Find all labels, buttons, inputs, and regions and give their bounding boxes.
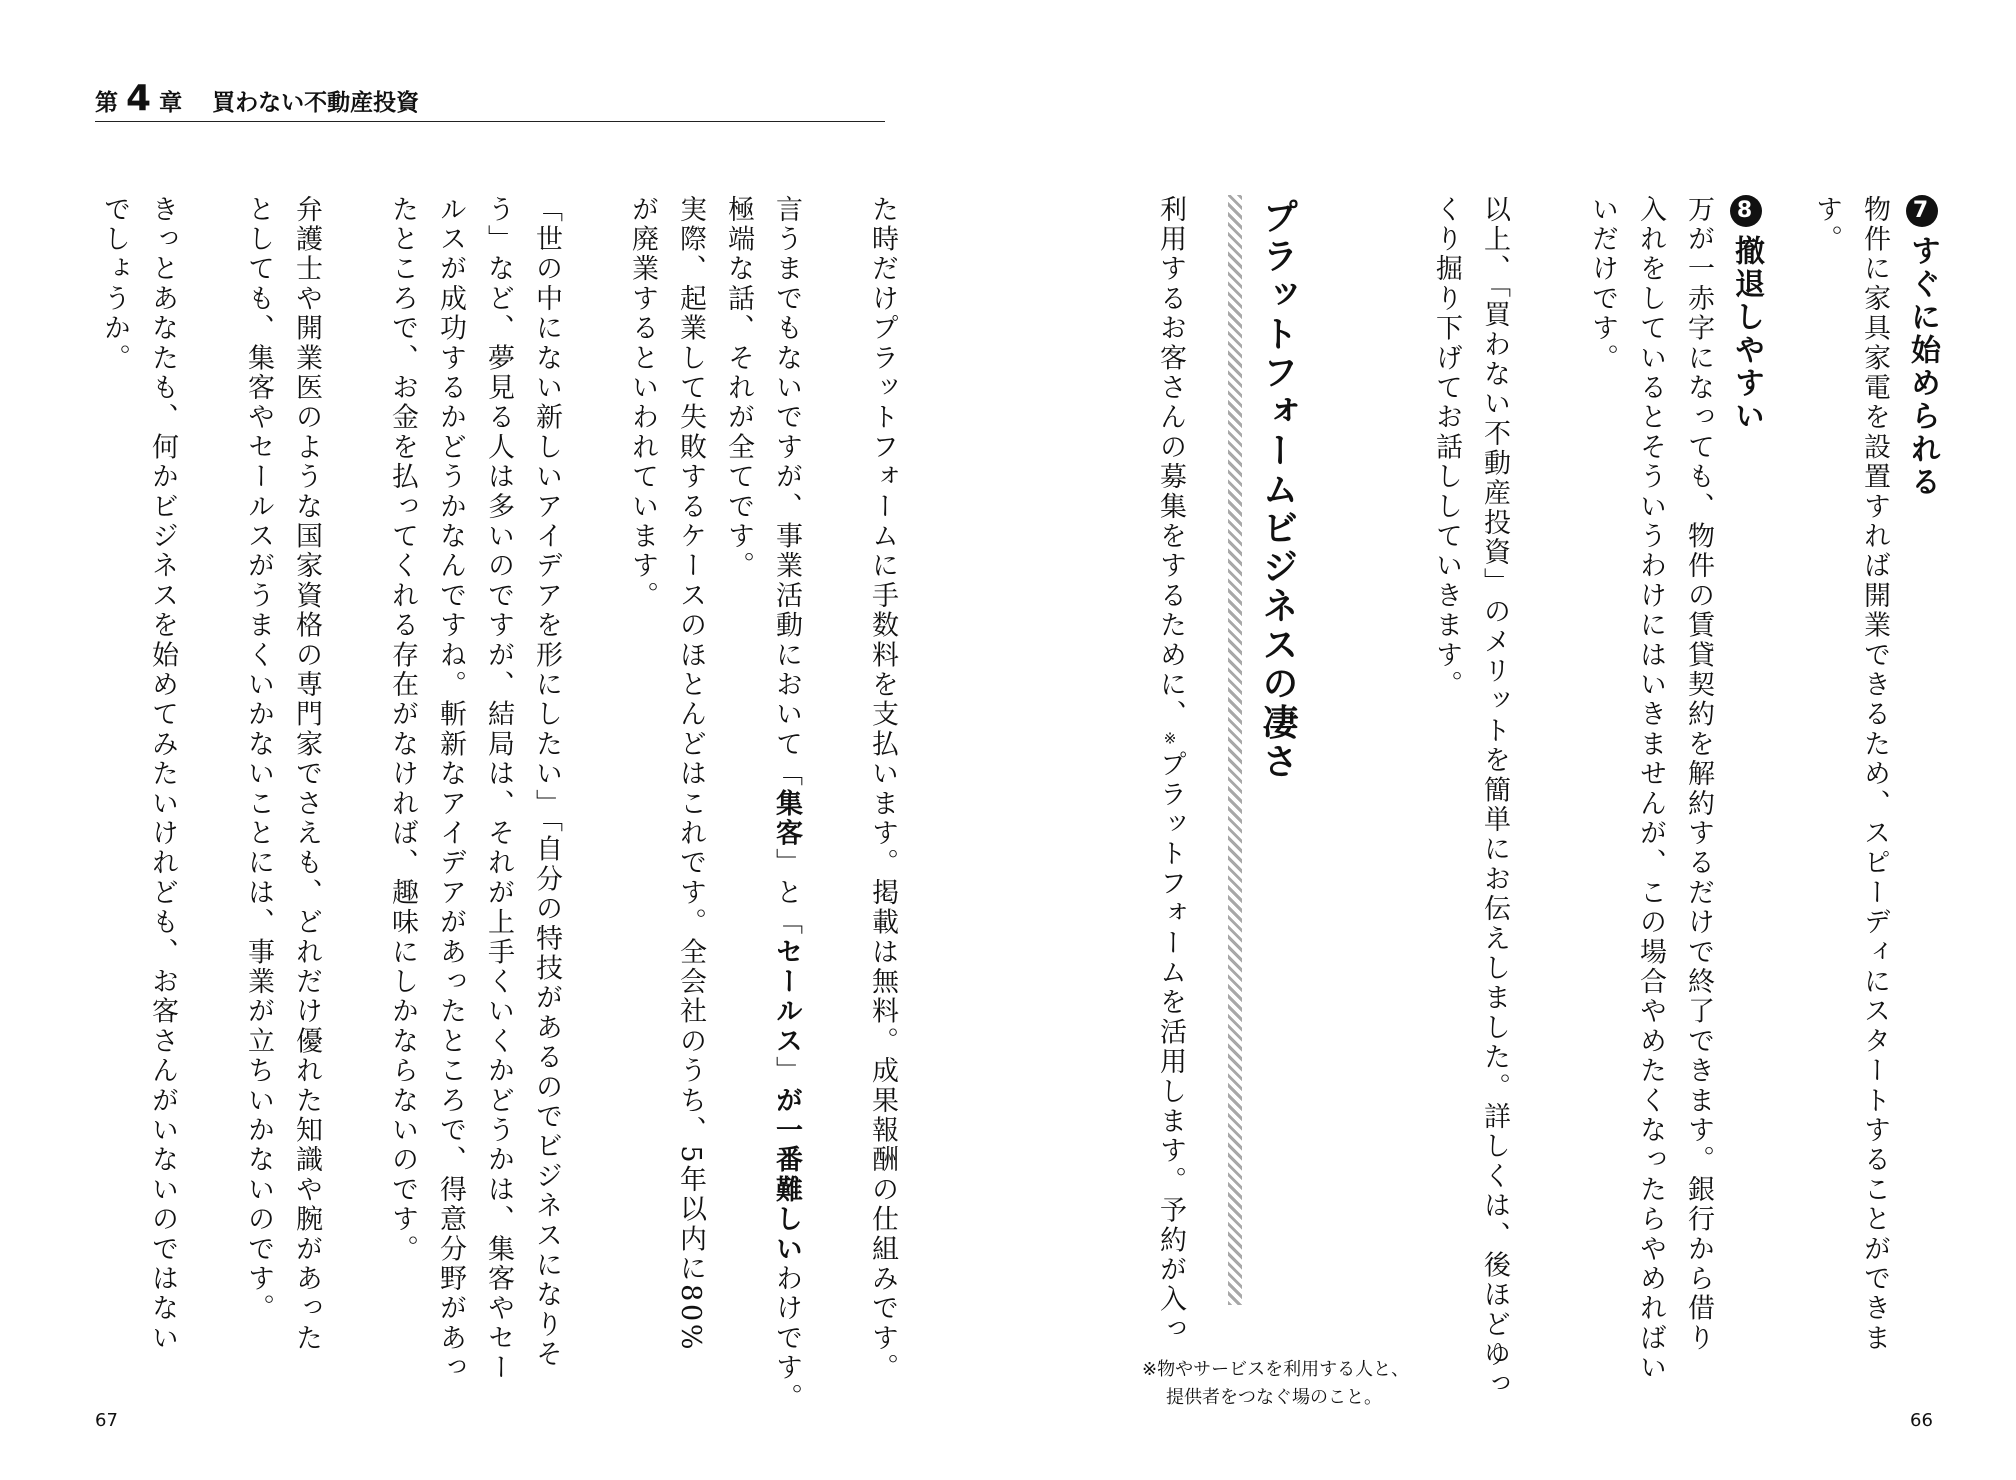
p3-line-1: 実際、起業して失敗するケースのほとんどはこれです。全会社のうち、5年以内に80% [675, 195, 706, 1353]
intro-line-b: プラットフォームを活用します。予約が入っ [1155, 750, 1186, 1345]
p2-line-1-b: 」と「 [771, 848, 802, 938]
p6-line-2: でしょうか。 [99, 195, 130, 374]
item8-line-2: 入れをしているとそういうわけにはいきませんが、この場合やめたくなったらやめればい [1635, 195, 1666, 1383]
intro-line [1146, 195, 1194, 1344]
item7-heading-column [1898, 195, 1946, 499]
footnote-line-1: ※物やサービスを利用する人と、 [1142, 1359, 1410, 1380]
item8-heading: 撤退しやすい [1729, 235, 1764, 433]
item7-number-badge: 7 [1906, 195, 1938, 227]
p2-bold-shukyaku: 集客 [771, 789, 802, 849]
p4-line-4: たところで、お金を払ってくれる存在がなければ、趣味にしかならないのです。 [387, 195, 418, 1265]
page-number-right: 66 [1910, 1410, 1933, 1431]
chapter-number: 4 [126, 78, 152, 119]
p4-line-2: う」など、夢見る人は多いのですが、結局は、それが上手くいくかどうかは、集客やセー [483, 195, 514, 1383]
p2-line-1-a: 言うまでもないですが、事業活動において「 [771, 195, 802, 789]
chapter-prefix: 第 [95, 90, 118, 116]
item8-line-3: いだけです。 [1587, 195, 1618, 374]
item8-line-1: 万が一赤字になっても、物件の賃貸契約を解約するだけで終了できます。銀行から借り [1683, 195, 1714, 1354]
header-rule [95, 121, 885, 122]
item7-line-1: 物件に家具家電を設置すれば開業できるため、スピーディにスタートすることができま [1859, 195, 1890, 1354]
section-heading: プラットフォームビジネスの凄さ [1257, 198, 1298, 782]
chapter-title: 買わない不動産投資 [212, 90, 420, 116]
p1-line-1: た時だけプラットフォームに手数料を支払います。掲載は無料。成果報酬の仕組みです。 [867, 195, 898, 1383]
footnote [1142, 1356, 1409, 1412]
p2-line-1-d: わけです。 [771, 1264, 802, 1413]
summary-line-2: くり掘り下げてお話ししていきます。 [1431, 195, 1462, 700]
p5-line-2: としても、集客やセールスがうまくいかないことには、事業が立ちいかないのです。 [243, 195, 274, 1324]
footnote-mark: ※ [1161, 729, 1179, 751]
footnote-line-2: 提供者をつなぐ場のこと。 [1166, 1387, 1382, 1408]
p2-line-1-c: 」 [771, 1056, 802, 1087]
item8-number-badge: 8 [1730, 195, 1762, 227]
item8-heading-column [1722, 195, 1770, 433]
p4-line-1: 「世の中にない新しいアイデアを形にしたい」「自分の特技があるのでビジネスになりそ [531, 195, 562, 1370]
p3-line-2: が廃業するといわれています。 [627, 195, 658, 611]
p2-line-2: 極端な話、それが全てです。 [723, 195, 754, 582]
p2-line-1 [762, 195, 810, 1413]
page-number-left: 67 [95, 1410, 118, 1431]
p2-bold-hardest: が一番難しい [771, 1086, 802, 1265]
intro-line-a: 利用するお客さんの募集をするために、 [1155, 195, 1186, 730]
p6-line-1: きっとあなたも、何かビジネスを始めてみたいけれども、お客さんがいないのではない [147, 195, 178, 1354]
item7-heading: すぐに始められる [1905, 235, 1940, 499]
p2-bold-sales: セールス [771, 937, 802, 1057]
item7-line-2: す。 [1811, 195, 1842, 255]
summary-line-1: 以上、「買わない不動産投資」のメリットを簡単にお伝えしました。詳しくは、後ほどゆっ [1479, 195, 1510, 1400]
section-heading-stripe [1228, 195, 1242, 1305]
p5-line-1: 弁護士や開業医のような国家資格の専門家でさえも、どれだけ優れた知識や腕があった [291, 195, 322, 1354]
running-header [95, 78, 419, 124]
chapter-suffix: 章 [159, 90, 183, 116]
p4-line-3: ルスが成功するかどうかなんですね。斬新なアイデアがあったところで、得意分野があっ [435, 195, 466, 1383]
